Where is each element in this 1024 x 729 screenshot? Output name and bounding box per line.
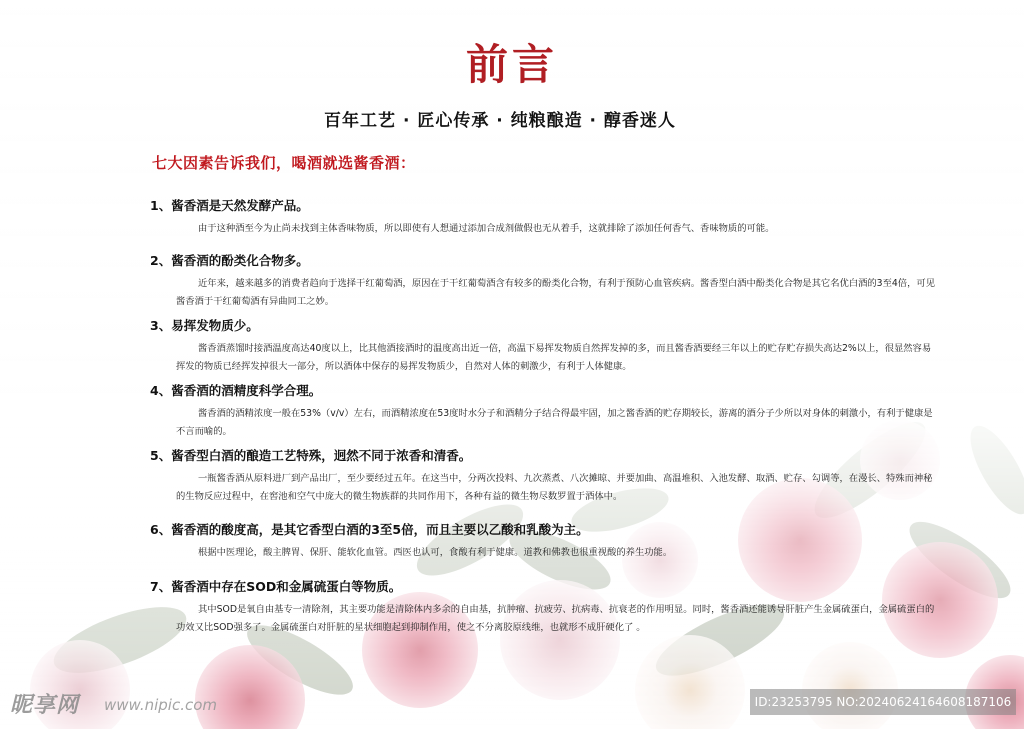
item-6-title: 6、酱香酒的酸度高，是其它香型白酒的3至5倍，而且主要以乙酸和乳酸为主。 xyxy=(150,522,589,537)
item-6-body: 根据中医理论，酸主脾胃、保肝、能软化血管。西医也认可，食酸有利于健康。道教和佛教也很重视酸的养生功能。 xyxy=(198,547,673,558)
item-4-body: 酱香酒的酒精浓度一般在53%（v/v）左右，而酒精浓度在53度时水分子和酒精分子结合得最牢固，加之酱香酒的贮存期较长，游离的酒分子少所以对身体的刺激小，有利于健康是不言而喻的。 xyxy=(176,408,933,437)
item-2-title: 2、酱香酒的酚类化合物多。 xyxy=(150,253,309,268)
watermark-url: www.nipic.com xyxy=(104,696,218,714)
image-id-badge: ID:23253795 NO:20240624164608187106 xyxy=(750,689,1016,715)
item-5-title: 5、酱香型白酒的酿造工艺特殊，迥然不同于浓香和清香。 xyxy=(150,448,472,463)
lead-heading: 七大因素告诉我们，喝酒就选酱香酒： xyxy=(152,154,416,172)
item-5-body: 一瓶酱香酒从原料进厂到产品出厂，至少要经过五年。在这当中，分两次投料、九次蒸煮、八次摊晾、并要加曲、高温堆积、入池发酵、取酒、贮存、勾调等，在漫长、特殊而神秘的生物反应过程中，在窖池和空气中庞大的微生物族群的共同作用下，各种有益的微生物尽数罗置于酒体中。 xyxy=(176,473,933,502)
item-7-body: 其中SOD是氧自由基专一清除剂，其主要功能是清除体内多余的自由基，抗肿瘤、抗疲劳、抗病毒、抗衰老的作用明显。同时，酱香酒还能诱导肝脏产生金属硫蛋白，金属硫蛋白的功效又比SOD强多了。金属硫蛋白对肝脏的星状细胞起到抑制作用，使之不分离胶原线维，也就形不成肝硬化了 。 xyxy=(176,604,935,633)
item-3-title: 3、易挥发物质少。 xyxy=(150,318,259,333)
item-1-body: 由于这种酒至今为止尚未找到主体香味物质，所以即使有人想通过添加合成剂做假也无从着手，这就排除了添加任何香气、香味物质的可能。 xyxy=(198,223,775,234)
item-1-title: 1、酱香酒是天然发酵产品。 xyxy=(150,198,309,213)
item-7-title: 7、酱香酒中存在SOD和金属硫蛋白等物质。 xyxy=(150,579,402,594)
page-title: 前言 xyxy=(465,40,558,89)
slogan: 百年工艺 · 匠心传承 · 纯粮酿造 · 醇香迷人 xyxy=(324,111,676,131)
item-4-title: 4、酱香酒的酒精度科学合理。 xyxy=(150,383,322,398)
item-2-body: 近年来，越来越多的消费者趋向于选择干红葡萄酒，原因在于干红葡萄酒含有较多的酚类化合物，有利于预防心血管疾病。酱香型白酒中酚类化合物是其它名优白酒的3至4倍，可见酱香酒于干红葡萄酒有异曲同工之妙。 xyxy=(176,278,935,307)
item-3-body: 酱香酒蒸馏时接酒温度高达40度以上，比其他酒接酒时的温度高出近一倍，高温下易挥发物质自然挥发掉的多，而且酱香酒要经三年以上的贮存贮存损失高达2%以上，很显然容易挥发的物质已经挥发掉很大一部分，所以酒体中保存的易挥发物质少，自然对人体的刺激少，有利于人体健康。 xyxy=(176,343,932,372)
watermark-logo: 昵享网 xyxy=(10,693,80,718)
